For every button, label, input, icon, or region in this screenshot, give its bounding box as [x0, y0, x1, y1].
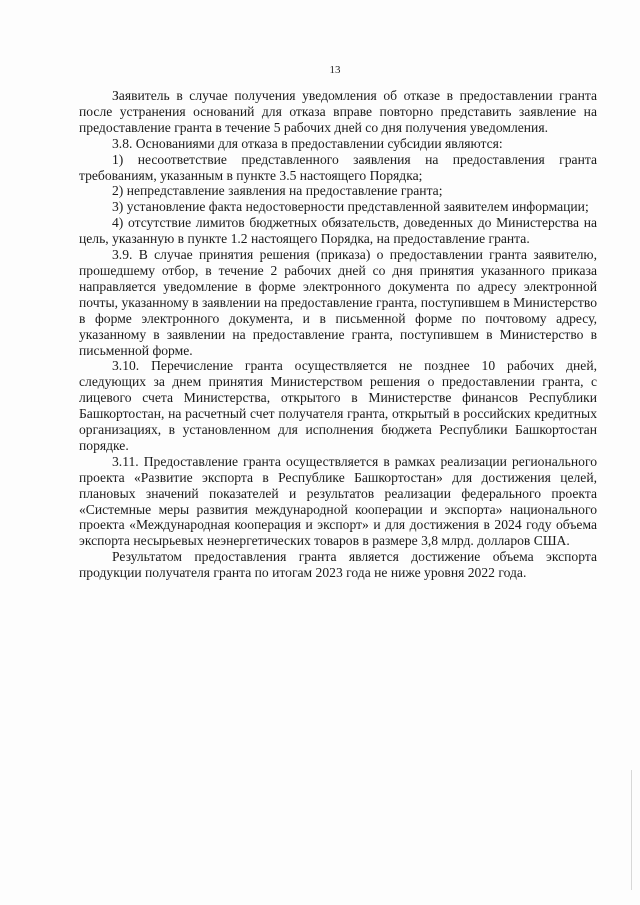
paragraph-3-8-heading: 3.8. Основаниями для отказа в предоставлении субсидии являются: — [112, 135, 503, 151]
list-item-refusal-4: 4) отсутствие лимитов бюджетных обязательств, доведенных до Министерства на цель, указанную в пункте 1.2 настоящего Порядка, на предоставление гранта. — [79, 215, 597, 247]
page-number: 13 — [329, 64, 341, 76]
list-item-refusal-1: 1) несоответствие представленного заявления на предоставления гранта требованиям, указанным в пункте 3.5 настоящего Порядка; — [79, 151, 597, 183]
paragraph-reapplication: Заявитель в случае получения уведомления об отказе в предоставлении гранта после устранения оснований для отказа вправе повторно представить заявление на предоставление гранта в течение 5 рабочих дней со дня получения уведомления. — [79, 88, 597, 135]
paragraph-3-9: 3.9. В случае принятия решения (приказа) о предоставлении гранта заявителю, прошедшему отбор, в течение 2 рабочих дней со дня принятия указанного приказа направляется уведомление в форме электронного документа по адресу электронной почты, указанному в заявлении на предоставление гранта, поступившем в Министерство в форме электронного документа, и в письменной форме по почтовому адресу, указанному в заявлении на предоставление гранта, поступившем в Министерство в письменной форме. — [79, 247, 597, 358]
list-item-refusal-3: 3) установление факта недостоверности представленной заявителем информации; — [112, 199, 589, 215]
list-item-refusal-2: 2) непредставление заявления на предоставление гранта; — [112, 183, 443, 199]
paragraph-result: Результатом предоставления гранта является достижение объема экспорта продукции получателя гранта по итогам 2023 года не ниже уровня 2022 года. — [79, 549, 597, 581]
document-body — [79, 88, 597, 581]
paragraph-3-10: 3.10. Перечисление гранта осуществляется не позднее 10 рабочих дней, следующих за днем принятия Министерством решения о предоставлении гранта, с лицевого счета Министерства, открытого в Министерстве финансов Республики Башкортостан, на расчетный счет получателя гранта, открытый в российских кредитных организациях, в установленном для исполнения бюджета Республики Башкортостан порядке. — [79, 358, 597, 453]
scan-edge-mark — [631, 770, 632, 890]
paragraph-3-11: 3.11. Предоставление гранта осуществляется в рамках реализации регионального проекта «Развитие экспорта в Республике Башкортостан» для достижения целей, плановых значений показателей и результатов реализации федерального проекта «Системные меры развития международной кооперации и экспорта» национального проекта «Международная кооперация и экспорт» и для достижения в 2024 году объема экспорта несырьевых неэнергетических товаров в размере 3,8 млрд. долларов США. — [79, 453, 597, 549]
